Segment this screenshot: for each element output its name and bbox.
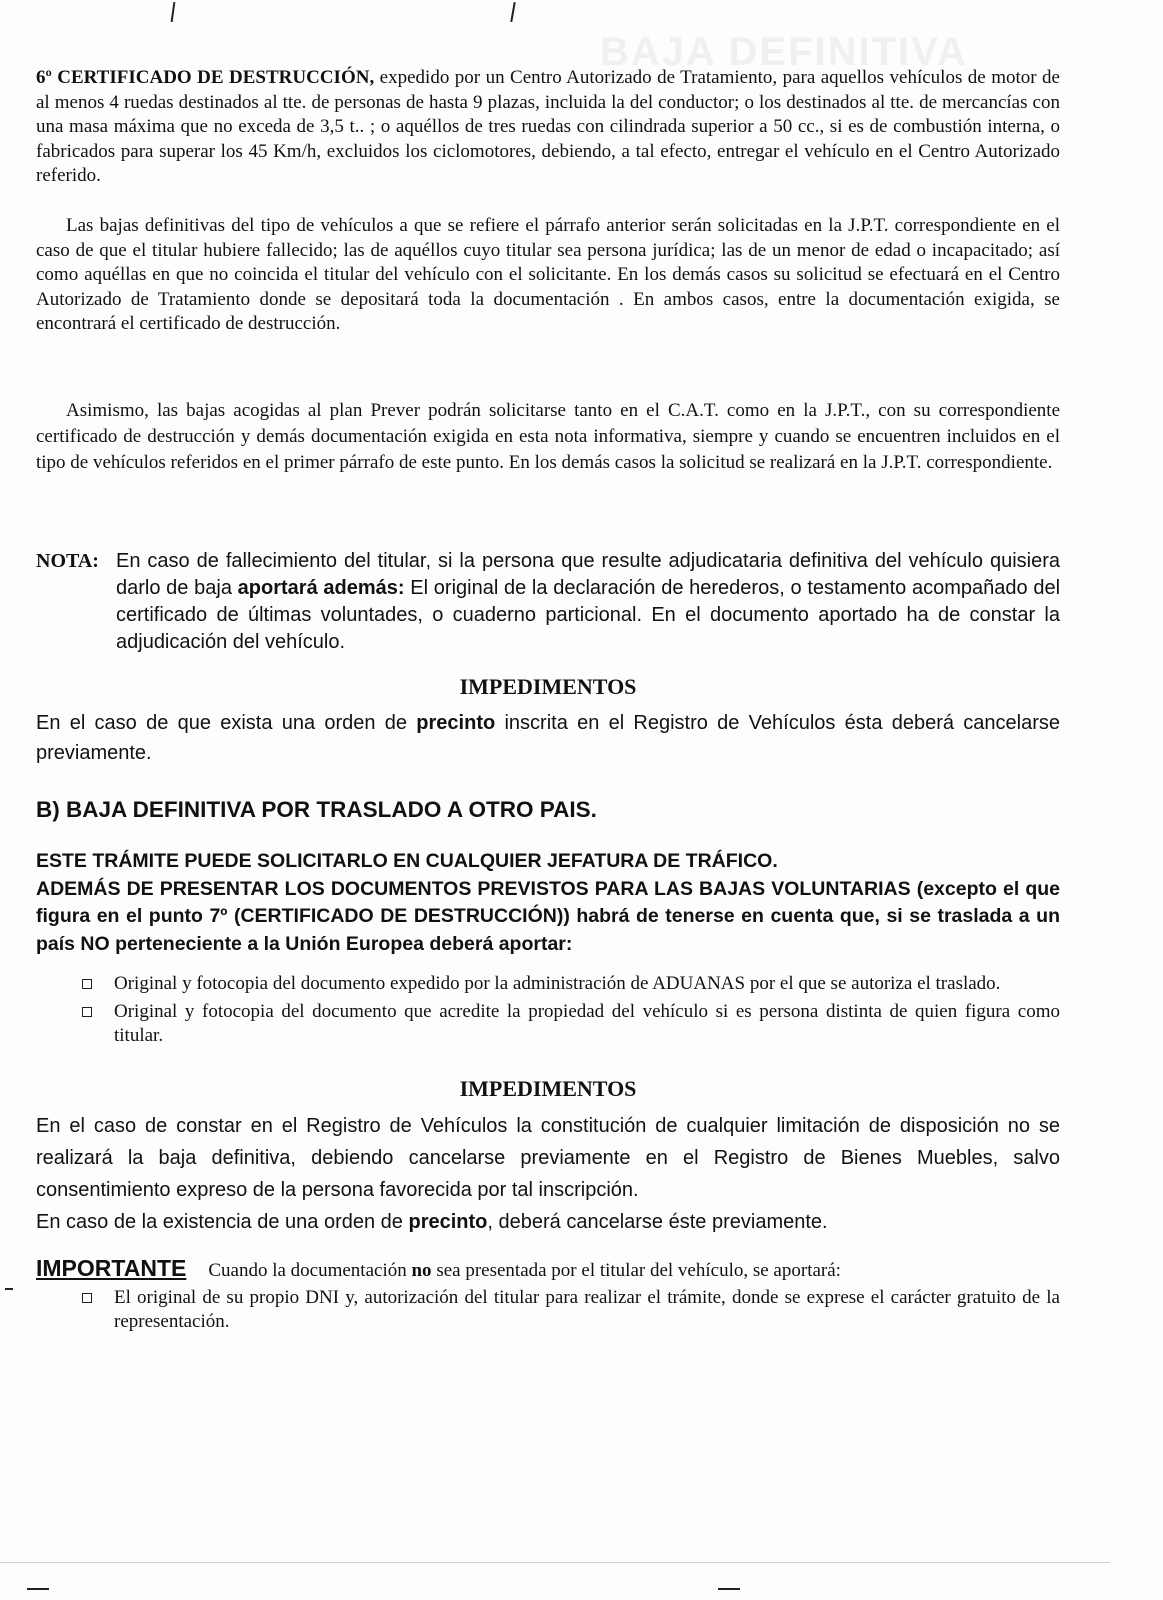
bajas-text: Las bajas definitivas del tipo de vehículos a que se refiere el párrafo anterior serán solicitadas en la J.P.T. correspondiente en el caso de que el titular hubiere fallecido; las de aquéllos cuyo titular sea persona jurídica; las de un menor de edad o incapacitado; así como aquéllas en que no coincida el titular del vehículo con el solicitante. En los demás casos su solicitud se efectuará en el Centro Autorizado de Tratamiento donde se depositará toda la documentación . En ambos casos, entre la documentación exigida, se encontrará el certificado de destrucción. [36,215,1060,334]
section-6-paragraph [36,66,1060,189]
section-b-heading: B) BAJA DEFINITIVA POR TRASLADO A OTRO PAIS. [36,797,597,822]
nota-bold: aportará además: [237,577,405,599]
nota-text-after: El original de la declaración de herederos, o testamento acompañado del certificado de últimas voluntades, o cuaderno particional. En el documento aportado ha de constar la adjudicación del vehículo. [116,577,1061,653]
nota-text: En caso de fallecimiento del titular, si la persona que resulte adjudicataria definitiva del vehículo quisiera darlo de baja [116,550,1060,599]
importante-bold: no [411,1260,432,1281]
impedimentos-heading-2: IMPEDIMENTOS [459,1076,637,1101]
section-b-list [36,972,1060,1052]
checkbox-bullet-icon [82,1293,92,1303]
list-item-text: Original y fotocopia del documento que acredite la propiedad del vehículo si es persona distinta de quien figura como titular. [114,1001,1060,1046]
impedimentos-1-bold: precinto [416,712,496,734]
nota-block [36,548,1060,656]
importante-block [36,1256,1060,1283]
impedimentos-text-2 [36,1110,1060,1238]
impedimentos-heading-1: IMPEDIMENTOS [459,674,637,699]
impedimentos-2-before: En caso de la existencia de una orden de [36,1211,409,1233]
impedimentos-2-bold: precinto [408,1211,488,1233]
prever-paragraph [36,398,1060,476]
section-6-text: expedido por un Centro Autorizado de Tratamiento, para aquellos vehículos de motor de al menos 4 ruedas destinados al tte. de personas de hasta 9 plazas, incluida la del conductor; o los destinados al tte. de mercancías con una masa máxima que no exceda de 3,5 t.. ; o aquéllos de tres ruedas con cilindrada superior a 50 cc., si es de combustión interna, o fabricados para superar los 45 Km/h, excluidos los ciclomotores, debiendo, a tal efecto, entregar el vehículo en el Centro Autorizado referido. [36,67,1060,186]
list-item [36,1000,1060,1048]
nota-label: NOTA: [36,550,99,572]
importante-label: IMPORTANTE [36,1255,187,1281]
bajas-paragraph [36,214,1060,337]
scan-mark [5,1288,13,1290]
section-b-caps-text: ADEMÁS DE PRESENTAR LOS DOCUMENTOS PREVISTOS PARA LAS BAJAS VOLUNTARIAS (excepto el que figura en el punto 7º (CERTIFICADO DE DESTRUCCIÓN)) habrá de tenerse en cuenta que, si se traslada a un país NO perteneciente a la Unión Europea deberá aportar: [36,877,1060,955]
section-b-instructions [36,848,1060,958]
prever-text: Asimismo, las bajas acogidas al plan Prever podrán solicitarse tanto en el C.A.T. como en la J.P.T., con su correspondiente certificado de destrucción y demás documentación exigida en esta nota informativa, siempre y cuando se encuentren incluidos en el tipo de vehículos referidos en el primer párrafo de este punto. En los demás casos la solicitud se realizará en la J.P.T. correspondiente. [36,400,1060,473]
list-item-text: El original de su propio DNI y, autorización del titular para realizar el trámite, donde se exprese el carácter gratuito de la representación. [114,1287,1060,1332]
scan-mark [27,1588,49,1590]
impedimentos-2-text: En el caso de constar en el Registro de Vehículos la constitución de cualquier limitación de disposición no se realizará la baja definitiva, debiendo cancelarse previamente en el Registro de Bienes Muebles, salvo consentimiento expreso de la persona favorecida por tal inscripción. [36,1115,1060,1201]
scan-mark [718,1588,740,1590]
scan-mark [510,2,515,22]
impedimentos-1-before: En el caso de que exista una orden de [36,712,417,734]
importante-text: Cuando la documentación [208,1260,412,1281]
impedimentos-2-after: , deberá cancelarse éste previamente. [487,1211,828,1233]
section-b-caps-line: ESTE TRÁMITE PUEDE SOLICITARLO EN CUALQUIER JEFATURA DE TRÁFICO. [36,850,778,872]
list-item [36,972,1060,996]
importante-text-after: sea presentada por el titular del vehículo, se aportará: [431,1260,841,1281]
checkbox-bullet-icon [82,979,92,989]
bottom-rule [0,1562,1110,1563]
impedimentos-1-after: inscrita en el Registro de Vehículos ésta deberá cancelarse previamente. [36,712,1060,764]
list-item-text: Original y fotocopia del documento expedido por la administración de ADUANAS por el que se autoriza el traslado. [114,973,1001,994]
section-6-heading: 6º CERTIFICADO DE DESTRUCCIÓN, [36,67,375,88]
bleed-through-heading: BAJA DEFINITIVA [600,30,968,74]
checkbox-bullet-icon [82,1007,92,1017]
list-item [36,1286,1060,1334]
importante-list [36,1286,1060,1338]
impedimentos-text-1 [36,708,1060,768]
scan-mark [171,2,175,22]
